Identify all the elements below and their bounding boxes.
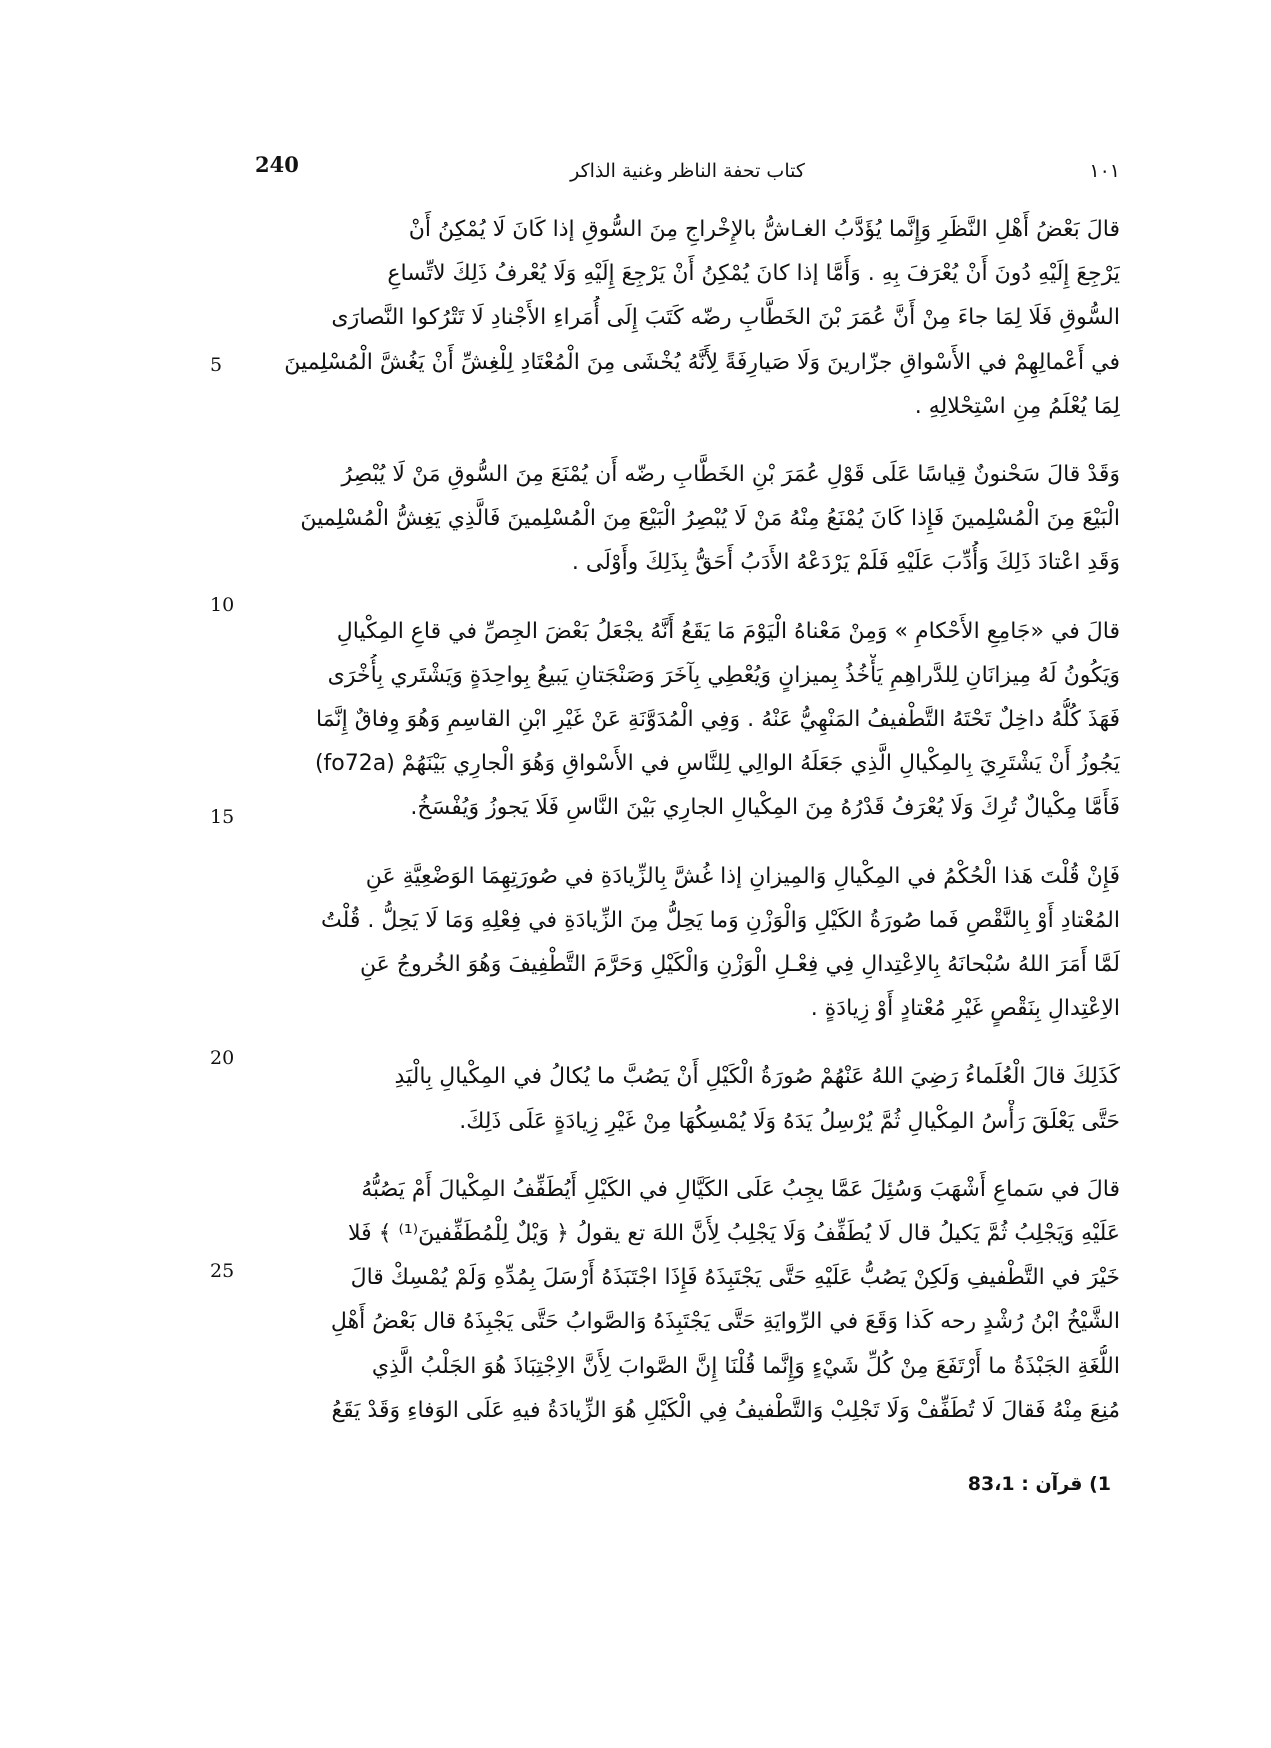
text-line: الاِعْتِدالِ بِنَقْصٍ غَيْرِ مُعْتادٍ أَوْ زِيادَةٍ .	[810, 996, 1120, 1022]
text-line: خَيْرَ في التَّطْفيفِ وَلَكِنْ يَصُبُّ عَلَيْهِ حَتَّى يَجْتَبِذَهُ فَإِذَا اجْتَبَذَهُ أَرْسَلَ بِمُدِّهِ وَلَمْ يُمْسِكْ قالَ	[350, 1265, 1120, 1291]
body-text	[252, 208, 1120, 1457]
text-line: الْبَيْعَ مِنَ الْمُسْلِمينَ فَإِذا كَانَ يُمْنَعُ مِنْهُ مَنْ لَا يُبْصِرُ الْبَيْعَ مِنَ الْمُسْلِمينَ فَالَّذِي يَغِشُّ الْمُسْلِمينَ	[300, 506, 1120, 532]
text-line: قالَ في سَماعِ أَشْهَبَ وَسُئِلَ عَمَّا يجِبُ عَلَى الكَيَّالِ في الكَيْلِ أَيُطَفِّفُ المِكْيالَ أَمْ يَصُبُّهُ	[361, 1176, 1120, 1202]
paragraph	[252, 1168, 1120, 1433]
text-line: في أَعْمالِهِمْ في الأَسْواقِ جزّارينَ وَلَا صَيارِفَةً لِأَنَّهُ يُخْشَى مِنَ الْمُعْتَادِ لِلْغِشِّ أَنْ يَغُشَّ الْمُسْلِمينَ	[284, 349, 1120, 375]
line-number-15: 15	[210, 806, 235, 828]
text-line: يَرْجِعَ إِلَيْهِ دُونَ أَنْ يُعْرَفَ بِهِ . وَأَمَّا إذا كانَ يُمْكِنُ أَنْ يَرْجِعَ إِلَيْهِ وَلَا يُعْرفُ ذَلِكَ لاتِّساعِ	[387, 261, 1120, 287]
text-line: وَيَكُونُ لَهُ مِيزانَانِ لِلدَّراهِمِ يَأْخُذُ بِميزانٍ وَيُعْطِي بِآخَرَ وَصَنْجَتانِ يَبيعُ بِواحِدَةٍ وَيَشْتَري بِأُخْرَى	[327, 662, 1120, 688]
footnote: 1) قرآن : 83،1	[967, 1473, 1111, 1495]
line-number-5: 5	[210, 354, 223, 376]
text-line: المُعْتادِ أَوْ بِالنَّقْصِ فَما صُورَةُ الكَيْلِ وَالْوَزْنِ وَما يَحِلُّ مِنَ الزِّيادَةِ في فِعْلِهِ وَمَا لَا يَحِلُّ . قُلْتُ	[321, 907, 1120, 933]
text-line: الشَّيْخُ ابْنُ رُشْدٍ رحه كَذا وَقَعَ في الرِّوايَةِ حَتَّى يَجْتَبِذَهُ وَالصَّوابُ حَتَّى يَجْبِذَهُ قال بَعْضُ أَهْلِ	[330, 1309, 1120, 1335]
text-line: حَتَّى يَعْلَقَ رَأْسُ المِكْيالِ ثُمَّ يُرْسِلُ يَدَهُ وَلَا يُمْسِكُهَا مِنْ غَيْرِ زِيادَةٍ عَلَى ذَلِكَ.	[459, 1108, 1120, 1134]
text-line: وَقَدْ قالَ سَحْنونٌ قِياسًا عَلَى قَوْلِ عُمَرَ بْنِ الخَطَّابِ رضّه أَن يُمْنَعَ مِنَ السُّوقِ مَنْ لَا يُبْصِرُ	[341, 462, 1120, 488]
text-line: قالَ في «جَامِعِ الأَحْكامِ » وَمِنْ مَعْناهُ الْيَوْمَ مَا يَقَعُ أَنَّهُ يجْعَلُ بَعْضَ الجِصِّ في قاعِ المِكْيالِ	[336, 618, 1120, 644]
text-line: فَهَذَ كُلُّهُ داخِلٌ تَحْتَهُ التَّطْفيفُ المَنْهِيُّ عَنْهُ . وَفِي الْمُدَوَّنَةِ عَنْ غَيْرِ ابْنِ القاسِمِ وَهُوَ وِفاقٌ إِنَّمَا	[316, 707, 1120, 733]
text-line: فَأَمَّا مِكْيالٌ تُرِكَ وَلَا يُعْرَفُ قَدْرُهُ مِنَ المِكْيالِ الجارِي بَيْنَ النَّاسِ فَلَا يَجوزُ وَيُفْسَخُ.	[410, 795, 1120, 821]
text-line: فَإِنْ قُلْتَ هَذا الْحُكْمُ في المِكْيالِ وَالمِيزانِ إذا غُشَّ بِالزِّيادَةِ في صُورَتِهِمَا الوَضْعِيَّةِ عَنِ	[365, 863, 1120, 889]
arabic-page-number: ١٠١	[1089, 160, 1120, 182]
text-line: كَذَلِكَ قالَ الْعُلَماءُ رَضِيَ اللهُ عَنْهُمْ صُورَةُ الْكَيْلِ أَنْ يَصُبَّ ما يُكالُ في المِكْيالِ بِالْيَدِ	[394, 1064, 1120, 1090]
paragraph	[252, 855, 1120, 1032]
line-number-10: 10	[210, 594, 235, 616]
running-title: كتاب تحفة الناظر وغنية الذاكر	[570, 160, 805, 182]
text-line: السُّوقِ فَلَا لِمَا جاءَ مِنْ أَنَّ عُمَرَ بْنَ الخَطَّابِ رضّه كَتَبَ إِلَى أُمَراءِ الأَجْنادِ لَا تَتْرُكوا النَّصارَى	[331, 305, 1120, 331]
line-number-20: 20	[210, 1047, 235, 1069]
paragraph	[252, 610, 1120, 831]
line-number-25: 25	[210, 1260, 235, 1282]
paragraph	[252, 208, 1120, 429]
text-line: عَلَيْهِ وَيَجْلِبُ ثُمَّ يَكيلُ قال لَا يُطَفِّفُ وَلَا يَجْلِبُ لِأَنَّ اللهَ تع يقولُ ﴿ وَيْلٌ لِلْمُطَفِّفينَ⁽¹⁾ ﴾ فَلا	[347, 1221, 1120, 1247]
text-line: يَجُوزُ أَنْ يَشْتَرِيَ بِالمِكْيالِ الَّذِي جَعَلَهُ الوالِي لِلنَّاسِ في الأَسْواقِ وَهُوَ الْجارِي بَيْنَهُمْ (fo72a)	[314, 751, 1120, 777]
text-line: مُنِعَ مِنْهُ فَقالَ لَا تُطَفِّفْ وَلَا تَجْلِبْ وَالتَّطْفيفُ فِي الْكَيْلِ هُوَ الزِّيادَةُ فيهِ عَلَى الوَفاءِ وَقَدْ يَقَعُ	[331, 1397, 1120, 1423]
page-number: 240	[255, 152, 299, 177]
text-line: اللُّغَةِ الجَبْذَةُ ما أَرْتَفَعَ مِنْ كُلِّ شَيْءٍ وَإِنَّما قُلْنَا إِنَّ الصَّوابَ لِأَنَّ الاِجْتِبَاذَ هُوَ الجَلْبُ الَّذِي	[371, 1353, 1120, 1379]
text-line: لَمَّا أَمَرَ اللهُ سُبْحانَهُ بِالاِعْتِدالِ فِي فِعْـلِ الْوَزْنِ وَالْكَيْلِ وَحَرَّمَ التَّطْفِيفَ وَهُوَ الخُروجُ عَنِ	[359, 952, 1120, 978]
line-number-margin	[210, 0, 250, 1748]
paragraph	[252, 453, 1120, 586]
text-line: قالَ بَعْضُ أَهْلِ النَّظَرِ وَإِنَّما يُؤَدَّبُ الغـاشُّ بالإِخْراجِ مِنَ السُّوقِ إذا كَانَ لَا يُمْكِنُ أَنْ	[408, 217, 1120, 242]
text-line: وَقَدِ اعْتادَ ذَلِكَ وَأُدِّبَ عَلَيْهِ فَلَمْ يَرْدَعْهُ الأَدَبُ أَحَقُّ بِذَلِكَ وأَوْلَى .	[571, 550, 1120, 576]
paragraph	[252, 1055, 1120, 1143]
page-header	[255, 152, 1120, 192]
text-line: لِمَا يُعْلَمُ مِنِ اسْتِحْلالِهِ .	[914, 393, 1120, 419]
